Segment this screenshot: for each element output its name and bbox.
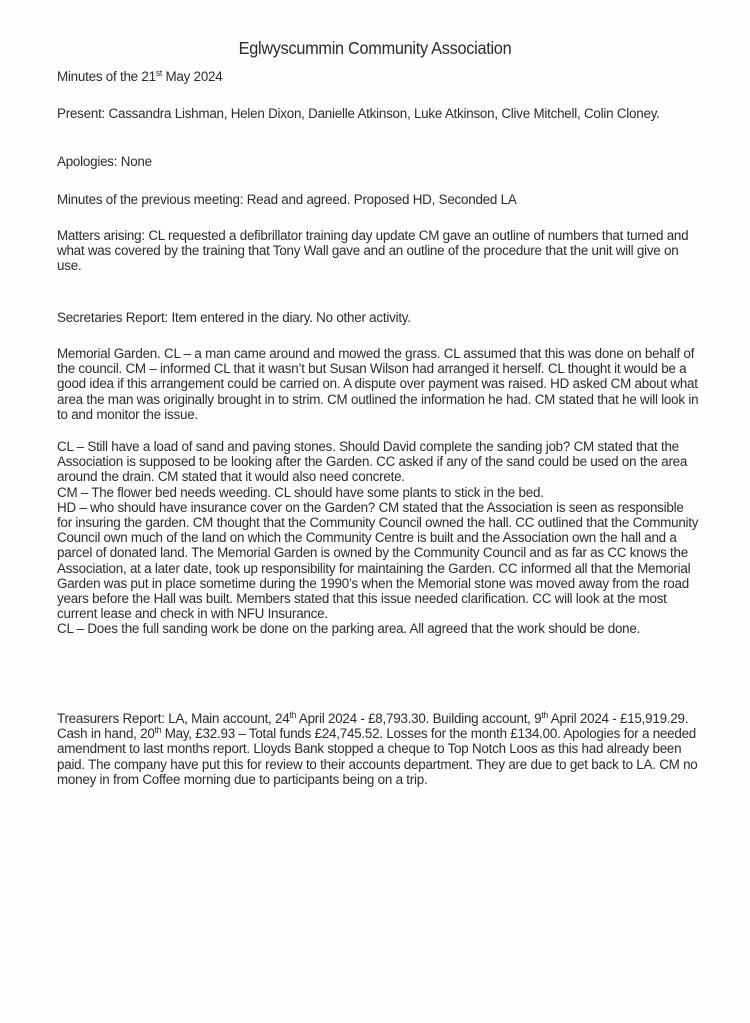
- ordinal-suffix: th: [541, 710, 549, 720]
- secretaries-report-label: Secretaries Report:: [57, 310, 169, 326]
- minutes-date-prefix: Minutes of the 21: [57, 69, 156, 85]
- ordinal-suffix: th: [289, 710, 297, 720]
- previous-minutes-text: Read and agreed. Proposed HD, Seconded LA: [243, 192, 517, 208]
- garden-discussion-item: CL – Does the full sanding work be done on the parking area. All agreed that the work should be done.: [57, 621, 641, 638]
- matters-arising-label: Matters arising:: [57, 228, 145, 244]
- treasurers-report-section: [57, 712, 700, 788]
- previous-minutes-label: Minutes of the previous meeting:: [57, 192, 244, 208]
- garden-discussion-item: HD – who should have insurance cover on the Garden? CM stated that the Association is seen as responsible for insuring the garden. CM thought that the Community Council owned the hall. CC outlined that the Community Council own much of the land on which the Community Centre is built and the Association own the hall and a parcel of donated land. The Memorial Garden is owned by the Community Council and as far as CC knows the Association, at a later date, took up responsibility for maintaining the Garden. CC informed all that the Memorial Garden was put in place sometime during the 1990’s when the Memorial stone was moved away from the road years before the Hall was built. Members stated that this issue needed clarification. CC will look at the most current lease and check in with NFU Insurance.: [57, 499, 699, 623]
- garden-discussion-item: CM – The flower bed needs weeding. CL should have some plants to stick in the bed.: [57, 484, 544, 501]
- apologies-section: [57, 155, 700, 170]
- minutes-date-rest: May 2024: [161, 69, 223, 85]
- previous-minutes-section: [57, 193, 700, 208]
- minutes-date: [57, 70, 700, 85]
- ordinal-suffix: th: [154, 725, 162, 736]
- matters-arising-text: CL requested a defibrillator training day update CM gave an outline of numbers that turned and what was covered by the training that Tony Wall gave and an outline of the procedure that the unit will give on use.: [57, 228, 689, 275]
- apologies-label: Apologies:: [57, 154, 118, 170]
- present-label: Present:: [57, 106, 106, 122]
- secretaries-report-text: Item entered in the diary. No other activity.: [168, 310, 411, 326]
- minutes-date-ordinal: st: [155, 68, 162, 78]
- present-section: [57, 107, 700, 122]
- treasurers-report-text: LA, Main account, 24: [164, 711, 290, 727]
- garden-discussion-section: [57, 440, 700, 638]
- treasurers-report-text: April 2024 - £15,919.29. Cash in hand, 20: [57, 711, 689, 743]
- matters-arising-section: [57, 229, 700, 275]
- apologies-text: None: [117, 154, 152, 170]
- treasurers-report-text: May, £32.93 – Total funds £24,745.52. Losses for the month £134.00. Apologies for a needed amendment to last months report. Lloyds Bank stopped a cheque to Top Notch Loos as this had already been paid. The company have put this for review to their accounts department. They are due to get back to LA. CM no money in from Coffee morning due to participants being on a trip.: [57, 726, 698, 788]
- memorial-garden-text: CL – a man came around and mowed the grass. CL assumed that this was done on behalf of the council. CM – informed CL that it wasn’t but Susan Wilson had arranged it herself. CL thought it would be a good idea if this arrangement could be carried on. A dispute over payment was raised. HD asked CM about what area the man was originally brought in to strim. CM outlined the information he had. CM stated that he will look in to and monitor the issue.: [57, 346, 699, 423]
- treasurers-report-label: Treasurers Report:: [57, 711, 165, 727]
- secretaries-report-section: [57, 311, 700, 326]
- garden-discussion-item: CL – Still have a load of sand and paving stones. Should David complete the sanding job? CM stated that the Association is supposed to be looking after the Garden. CC asked if any of the sand could be used on the area around the drain. CM stated that it would also need concrete.: [57, 439, 688, 486]
- present-text: Cassandra Lishman, Helen Dixon, Danielle Atkinson, Luke Atkinson, Clive Mitchell, Colin Cloney.: [105, 106, 660, 122]
- document-title: Eglwyscummin Community Association: [238, 38, 512, 58]
- memorial-garden-label: Memorial Garden.: [57, 346, 161, 362]
- memorial-garden-section: [57, 347, 700, 423]
- treasurers-report-text: April 2024 - £8,793.30. Building account, 9: [296, 711, 542, 727]
